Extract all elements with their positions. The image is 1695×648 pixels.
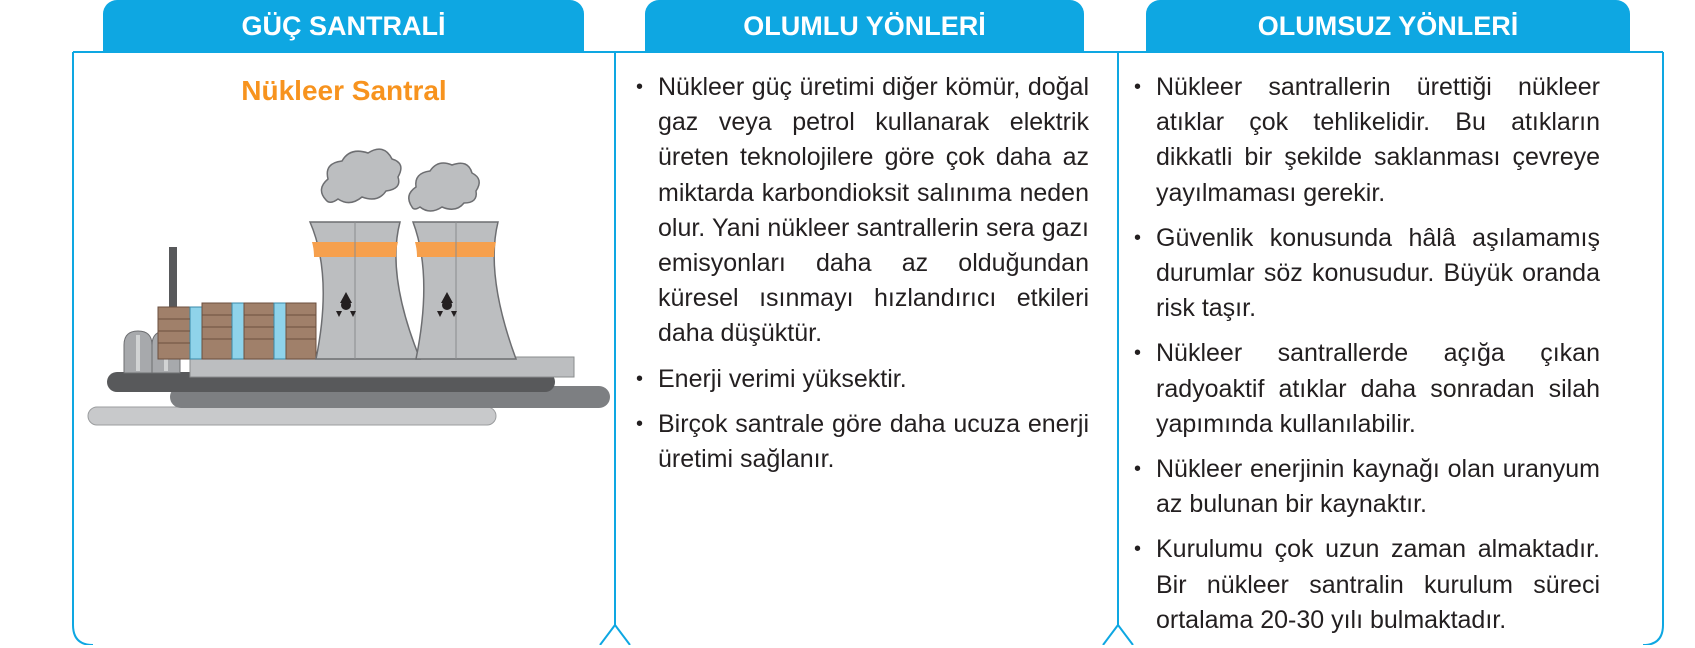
header-negatives: OLUMSUZ YÖNLERİ <box>1146 0 1630 52</box>
negative-item: • Güvenlik konusunda hâlâ aşılamamış durumlar söz konusudur. Büyük oranda risk taşır. <box>1130 221 1600 327</box>
negative-item: • Nükleer santrallerin ürettiği nükleer atıklar çok tehlikelidir. Bu atıkların dikkatli bir şekilde saklanması çevreye yayılmaması gerekir. <box>1130 70 1600 211</box>
plant-name: Nükleer Santral <box>241 75 447 106</box>
negative-item: • Kurulumu çok uzun zaman almaktadır. Bir nükleer santralin kurulum süreci ortalama 20-30 yılı bulmaktadır. <box>1130 532 1600 638</box>
positives-column <box>632 70 1089 487</box>
positives-list <box>632 70 1089 477</box>
negatives-list <box>1130 70 1600 638</box>
positive-item: • Birçok santrale göre daha ucuza enerji üretimi sağlanır. <box>632 407 1089 477</box>
nuclear-power-plant-icon <box>80 145 610 430</box>
negative-item: • Nükleer enerjinin kaynağı olan uranyum az bulunan bir kaynaktır. <box>1130 452 1600 522</box>
negative-item: • Nükleer santrallerde açığa çıkan radyoaktif atıklar daha sonradan silah yapımında kullanılabilir. <box>1130 336 1600 442</box>
negatives-column <box>1130 70 1600 648</box>
positive-item: • Enerji verimi yüksektir. <box>632 362 1089 397</box>
header-positives: OLUMLU YÖNLERİ <box>645 0 1084 52</box>
header-power-plant: GÜÇ SANTRALİ <box>103 0 584 52</box>
positive-item: • Nükleer güç üretimi diğer kömür, doğal gaz veya petrol kullanarak elektrik üreten teknolojilere göre çok daha az miktarda karbondioksit salınıma neden olur. Yani nükleer santrallerin sera gazı emisyonları daha az olduğundan küresel ısınmayı hızlandırıcı etkileri daha düşüktür. <box>632 70 1089 352</box>
